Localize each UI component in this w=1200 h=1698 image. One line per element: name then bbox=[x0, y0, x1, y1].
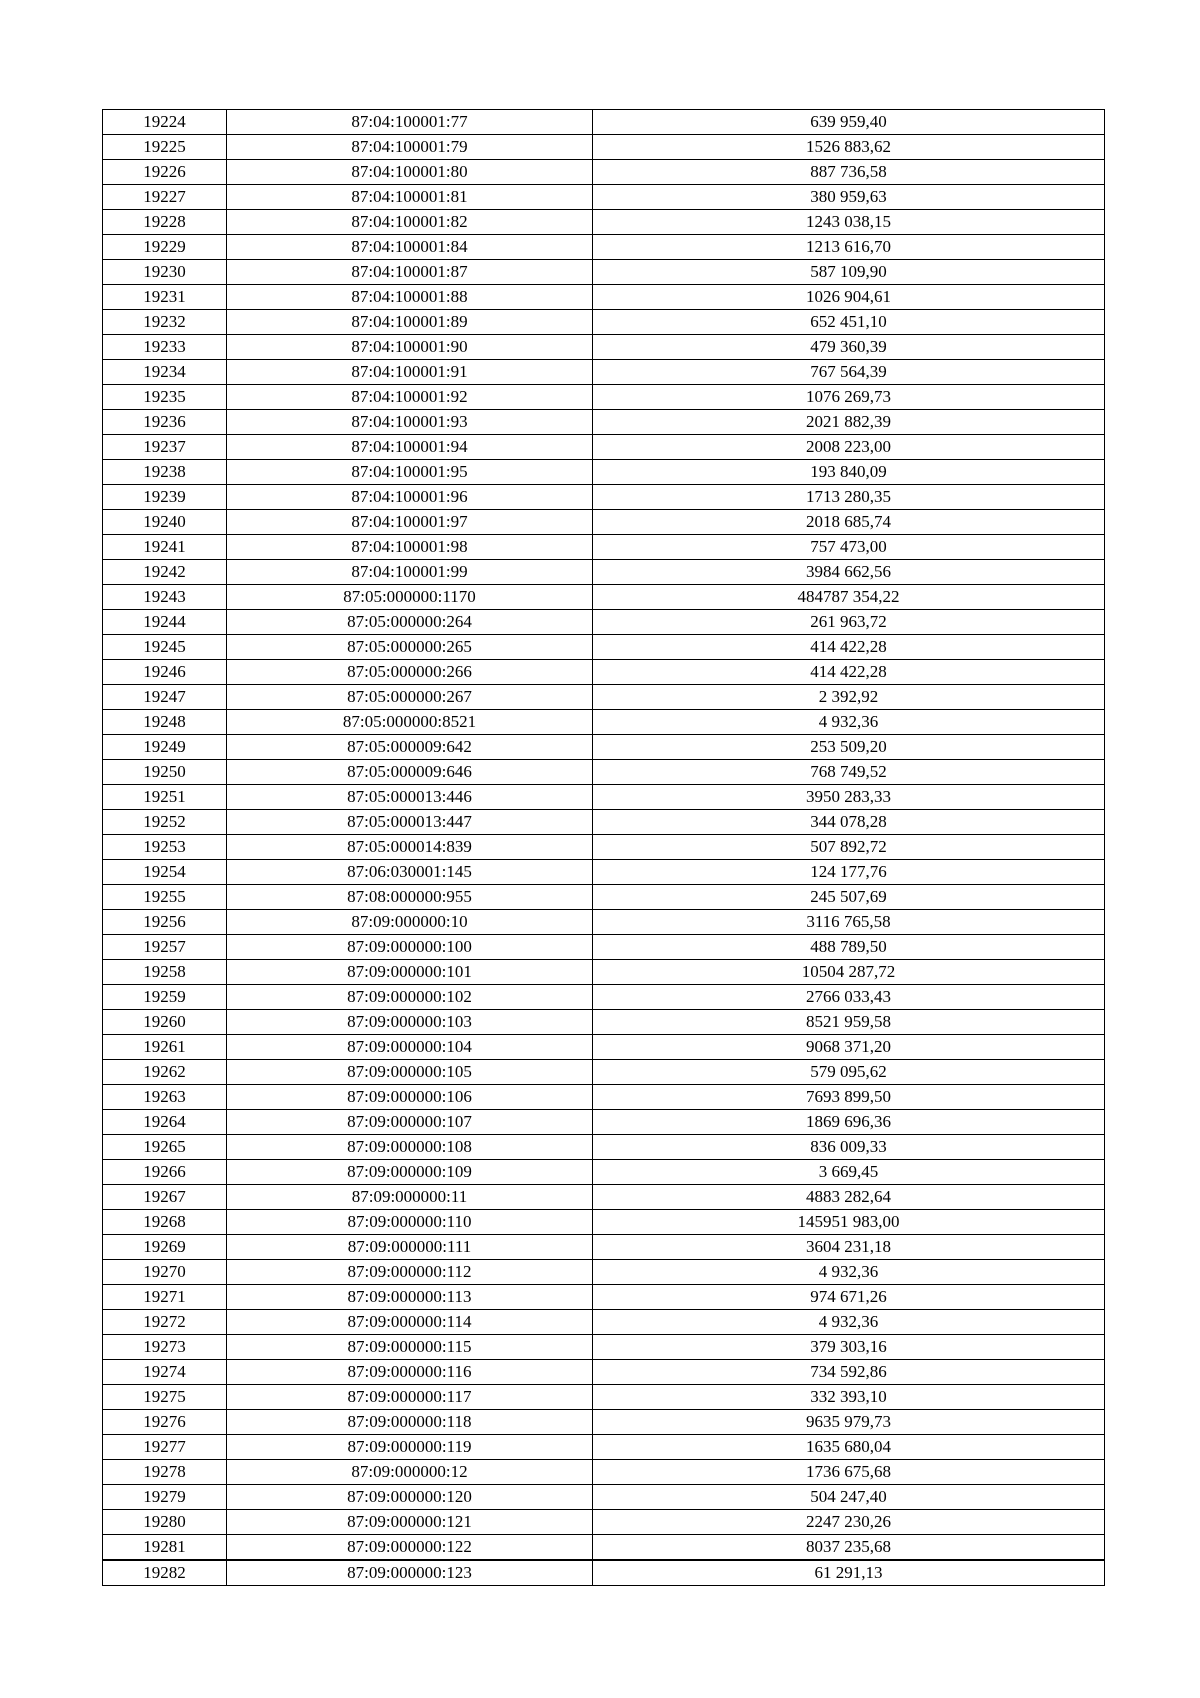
cadastral-number-cell: 87:09:000000:11 bbox=[227, 1185, 593, 1210]
cadastral-number-cell: 87:09:000000:116 bbox=[227, 1360, 593, 1385]
table-row bbox=[103, 1435, 1105, 1460]
row-number-cell: 19271 bbox=[103, 1285, 227, 1310]
value-cell: 2766 033,43 bbox=[593, 985, 1105, 1010]
table-row bbox=[103, 1360, 1105, 1385]
value-cell: 8521 959,58 bbox=[593, 1010, 1105, 1035]
table-row bbox=[103, 1185, 1105, 1210]
value-cell: 504 247,40 bbox=[593, 1485, 1105, 1510]
value-cell: 4883 282,64 bbox=[593, 1185, 1105, 1210]
value-cell: 414 422,28 bbox=[593, 635, 1105, 660]
cadastral-number-cell: 87:04:100001:93 bbox=[227, 410, 593, 435]
value-cell: 2 392,92 bbox=[593, 685, 1105, 710]
cadastral-number-cell: 87:09:000000:107 bbox=[227, 1110, 593, 1135]
table-row bbox=[103, 960, 1105, 985]
table-row bbox=[103, 110, 1105, 135]
value-cell: 379 303,16 bbox=[593, 1335, 1105, 1360]
value-cell: 9068 371,20 bbox=[593, 1035, 1105, 1060]
row-number-cell: 19259 bbox=[103, 985, 227, 1010]
row-number-cell: 19275 bbox=[103, 1385, 227, 1410]
table-row bbox=[103, 1010, 1105, 1035]
row-number-cell: 19235 bbox=[103, 385, 227, 410]
row-number-cell: 19251 bbox=[103, 785, 227, 810]
row-number-cell: 19269 bbox=[103, 1235, 227, 1260]
cadastral-number-cell: 87:09:000000:105 bbox=[227, 1060, 593, 1085]
row-number-cell: 19229 bbox=[103, 235, 227, 260]
row-number-cell: 19243 bbox=[103, 585, 227, 610]
table-row bbox=[103, 585, 1105, 610]
row-number-cell: 19234 bbox=[103, 360, 227, 385]
row-number-cell: 19277 bbox=[103, 1435, 227, 1460]
table-row bbox=[103, 435, 1105, 460]
table-row bbox=[103, 785, 1105, 810]
cadastral-number-cell: 87:09:000000:100 bbox=[227, 935, 593, 960]
table-row bbox=[103, 210, 1105, 235]
cadastral-number-cell: 87:05:000014:839 bbox=[227, 835, 593, 860]
table-row bbox=[103, 510, 1105, 535]
table-row bbox=[103, 810, 1105, 835]
cadastral-number-cell: 87:09:000000:123 bbox=[227, 1560, 593, 1586]
row-number-cell: 19262 bbox=[103, 1060, 227, 1085]
cadastral-number-cell: 87:09:000000:113 bbox=[227, 1285, 593, 1310]
cadastral-number-cell: 87:09:000000:112 bbox=[227, 1260, 593, 1285]
value-cell: 245 507,69 bbox=[593, 885, 1105, 910]
value-cell: 1076 269,73 bbox=[593, 385, 1105, 410]
cadastral-number-cell: 87:04:100001:89 bbox=[227, 310, 593, 335]
table-row bbox=[103, 610, 1105, 635]
cadastral-number-cell: 87:05:000000:267 bbox=[227, 685, 593, 710]
table-row bbox=[103, 260, 1105, 285]
value-cell: 193 840,09 bbox=[593, 460, 1105, 485]
value-cell: 4 932,36 bbox=[593, 1260, 1105, 1285]
value-cell: 8037 235,68 bbox=[593, 1535, 1105, 1561]
row-number-cell: 19244 bbox=[103, 610, 227, 635]
value-cell: 1243 038,15 bbox=[593, 210, 1105, 235]
table-row bbox=[103, 1060, 1105, 1085]
value-cell: 1026 904,61 bbox=[593, 285, 1105, 310]
cadastral-number-cell: 87:09:000000:118 bbox=[227, 1410, 593, 1435]
value-cell: 10504 287,72 bbox=[593, 960, 1105, 985]
row-number-cell: 19245 bbox=[103, 635, 227, 660]
row-number-cell: 19266 bbox=[103, 1160, 227, 1185]
value-cell: 579 095,62 bbox=[593, 1060, 1105, 1085]
table-row bbox=[103, 1510, 1105, 1535]
value-cell: 3984 662,56 bbox=[593, 560, 1105, 585]
table-row bbox=[103, 985, 1105, 1010]
cadastral-number-cell: 87:05:000009:642 bbox=[227, 735, 593, 760]
value-cell: 887 736,58 bbox=[593, 160, 1105, 185]
value-cell: 124 177,76 bbox=[593, 860, 1105, 885]
cadastral-number-cell: 87:09:000000:109 bbox=[227, 1160, 593, 1185]
row-number-cell: 19254 bbox=[103, 860, 227, 885]
row-number-cell: 19236 bbox=[103, 410, 227, 435]
value-cell: 380 959,63 bbox=[593, 185, 1105, 210]
table-row bbox=[103, 160, 1105, 185]
table-row bbox=[103, 760, 1105, 785]
cadastral-number-cell: 87:09:000000:122 bbox=[227, 1535, 593, 1561]
cadastral-number-cell: 87:09:000000:106 bbox=[227, 1085, 593, 1110]
cadastral-number-cell: 87:09:000000:101 bbox=[227, 960, 593, 985]
row-number-cell: 19250 bbox=[103, 760, 227, 785]
row-number-cell: 19256 bbox=[103, 910, 227, 935]
value-cell: 261 963,72 bbox=[593, 610, 1105, 635]
table-row bbox=[103, 860, 1105, 885]
cadastral-number-cell: 87:08:000000:955 bbox=[227, 885, 593, 910]
table-row bbox=[103, 560, 1105, 585]
cadastral-number-cell: 87:09:000000:119 bbox=[227, 1435, 593, 1460]
cadastral-number-cell: 87:09:000000:103 bbox=[227, 1010, 593, 1035]
value-cell: 9635 979,73 bbox=[593, 1410, 1105, 1435]
table-row bbox=[103, 1410, 1105, 1435]
row-number-cell: 19273 bbox=[103, 1335, 227, 1360]
cadastral-number-cell: 87:09:000000:10 bbox=[227, 910, 593, 935]
row-number-cell: 19278 bbox=[103, 1460, 227, 1485]
cadastral-number-cell: 87:09:000000:102 bbox=[227, 985, 593, 1010]
cadastral-number-cell: 87:05:000013:446 bbox=[227, 785, 593, 810]
row-number-cell: 19230 bbox=[103, 260, 227, 285]
value-cell: 145951 983,00 bbox=[593, 1210, 1105, 1235]
table-row bbox=[103, 885, 1105, 910]
row-number-cell: 19228 bbox=[103, 210, 227, 235]
cadastral-number-cell: 87:04:100001:92 bbox=[227, 385, 593, 410]
value-cell: 974 671,26 bbox=[593, 1285, 1105, 1310]
value-cell: 3604 231,18 bbox=[593, 1235, 1105, 1260]
table-row bbox=[103, 1035, 1105, 1060]
table-row bbox=[103, 660, 1105, 685]
value-cell: 4 932,36 bbox=[593, 710, 1105, 735]
value-cell: 1713 280,35 bbox=[593, 485, 1105, 510]
row-number-cell: 19281 bbox=[103, 1535, 227, 1561]
value-cell: 253 509,20 bbox=[593, 735, 1105, 760]
cadastral-number-cell: 87:09:000000:114 bbox=[227, 1310, 593, 1335]
row-number-cell: 19282 bbox=[103, 1560, 227, 1586]
table-row bbox=[103, 1485, 1105, 1510]
row-number-cell: 19257 bbox=[103, 935, 227, 960]
value-cell: 332 393,10 bbox=[593, 1385, 1105, 1410]
cadastral-number-cell: 87:04:100001:90 bbox=[227, 335, 593, 360]
row-number-cell: 19258 bbox=[103, 960, 227, 985]
row-number-cell: 19237 bbox=[103, 435, 227, 460]
row-number-cell: 19260 bbox=[103, 1010, 227, 1035]
row-number-cell: 19225 bbox=[103, 135, 227, 160]
value-cell: 1635 680,04 bbox=[593, 1435, 1105, 1460]
table-row bbox=[103, 310, 1105, 335]
row-number-cell: 19233 bbox=[103, 335, 227, 360]
row-number-cell: 19263 bbox=[103, 1085, 227, 1110]
value-cell: 1869 696,36 bbox=[593, 1110, 1105, 1135]
table-row bbox=[103, 1560, 1105, 1586]
row-number-cell: 19224 bbox=[103, 110, 227, 135]
cadastral-number-cell: 87:04:100001:96 bbox=[227, 485, 593, 510]
cadastral-number-cell: 87:09:000000:121 bbox=[227, 1510, 593, 1535]
table-row bbox=[103, 635, 1105, 660]
table-row bbox=[103, 910, 1105, 935]
value-cell: 2018 685,74 bbox=[593, 510, 1105, 535]
value-cell: 1213 616,70 bbox=[593, 235, 1105, 260]
cadastral-number-cell: 87:04:100001:81 bbox=[227, 185, 593, 210]
value-cell: 61 291,13 bbox=[593, 1560, 1105, 1586]
cadastral-number-cell: 87:04:100001:82 bbox=[227, 210, 593, 235]
cadastral-number-cell: 87:09:000000:104 bbox=[227, 1035, 593, 1060]
data-table bbox=[102, 109, 1105, 1586]
table-row bbox=[103, 1135, 1105, 1160]
cadastral-number-cell: 87:04:100001:87 bbox=[227, 260, 593, 285]
value-cell: 7693 899,50 bbox=[593, 1085, 1105, 1110]
table-row bbox=[103, 1260, 1105, 1285]
cadastral-number-cell: 87:04:100001:94 bbox=[227, 435, 593, 460]
table-row bbox=[103, 335, 1105, 360]
row-number-cell: 19270 bbox=[103, 1260, 227, 1285]
row-number-cell: 19276 bbox=[103, 1410, 227, 1435]
table-row bbox=[103, 1285, 1105, 1310]
value-cell: 414 422,28 bbox=[593, 660, 1105, 685]
table-row bbox=[103, 1235, 1105, 1260]
value-cell: 639 959,40 bbox=[593, 110, 1105, 135]
value-cell: 484787 354,22 bbox=[593, 585, 1105, 610]
cadastral-number-cell: 87:05:000000:1170 bbox=[227, 585, 593, 610]
row-number-cell: 19252 bbox=[103, 810, 227, 835]
cadastral-number-cell: 87:06:030001:145 bbox=[227, 860, 593, 885]
cadastral-number-cell: 87:04:100001:99 bbox=[227, 560, 593, 585]
row-number-cell: 19239 bbox=[103, 485, 227, 510]
table-row bbox=[103, 385, 1105, 410]
cadastral-number-cell: 87:05:000000:265 bbox=[227, 635, 593, 660]
row-number-cell: 19272 bbox=[103, 1310, 227, 1335]
row-number-cell: 19265 bbox=[103, 1135, 227, 1160]
row-number-cell: 19267 bbox=[103, 1185, 227, 1210]
value-cell: 2008 223,00 bbox=[593, 435, 1105, 460]
value-cell: 488 789,50 bbox=[593, 935, 1105, 960]
value-cell: 767 564,39 bbox=[593, 360, 1105, 385]
cadastral-number-cell: 87:05:000000:264 bbox=[227, 610, 593, 635]
row-number-cell: 19232 bbox=[103, 310, 227, 335]
row-number-cell: 19238 bbox=[103, 460, 227, 485]
row-number-cell: 19247 bbox=[103, 685, 227, 710]
value-cell: 587 109,90 bbox=[593, 260, 1105, 285]
table-row bbox=[103, 710, 1105, 735]
table-row bbox=[103, 1210, 1105, 1235]
row-number-cell: 19248 bbox=[103, 710, 227, 735]
row-number-cell: 19279 bbox=[103, 1485, 227, 1510]
table-row bbox=[103, 1385, 1105, 1410]
table-row bbox=[103, 835, 1105, 860]
cadastral-number-cell: 87:05:000000:8521 bbox=[227, 710, 593, 735]
table-row bbox=[103, 235, 1105, 260]
row-number-cell: 19261 bbox=[103, 1035, 227, 1060]
cadastral-number-cell: 87:09:000000:120 bbox=[227, 1485, 593, 1510]
table-row bbox=[103, 1110, 1105, 1135]
cadastral-number-cell: 87:04:100001:79 bbox=[227, 135, 593, 160]
value-cell: 4 932,36 bbox=[593, 1310, 1105, 1335]
row-number-cell: 19264 bbox=[103, 1110, 227, 1135]
table-row bbox=[103, 285, 1105, 310]
row-number-cell: 19268 bbox=[103, 1210, 227, 1235]
table-row bbox=[103, 1460, 1105, 1485]
cadastral-number-cell: 87:04:100001:88 bbox=[227, 285, 593, 310]
row-number-cell: 19226 bbox=[103, 160, 227, 185]
cadastral-number-cell: 87:05:000009:646 bbox=[227, 760, 593, 785]
row-number-cell: 19231 bbox=[103, 285, 227, 310]
row-number-cell: 19249 bbox=[103, 735, 227, 760]
row-number-cell: 19246 bbox=[103, 660, 227, 685]
cadastral-number-cell: 87:04:100001:98 bbox=[227, 535, 593, 560]
table-row bbox=[103, 1160, 1105, 1185]
value-cell: 757 473,00 bbox=[593, 535, 1105, 560]
table-row bbox=[103, 735, 1105, 760]
value-cell: 344 078,28 bbox=[593, 810, 1105, 835]
table-row bbox=[103, 1335, 1105, 1360]
cadastral-number-cell: 87:04:100001:77 bbox=[227, 110, 593, 135]
table-row bbox=[103, 485, 1105, 510]
row-number-cell: 19280 bbox=[103, 1510, 227, 1535]
cadastral-number-cell: 87:04:100001:91 bbox=[227, 360, 593, 385]
value-cell: 2247 230,26 bbox=[593, 1510, 1105, 1535]
row-number-cell: 19274 bbox=[103, 1360, 227, 1385]
cadastral-number-cell: 87:09:000000:115 bbox=[227, 1335, 593, 1360]
row-number-cell: 19241 bbox=[103, 535, 227, 560]
value-cell: 507 892,72 bbox=[593, 835, 1105, 860]
table-row bbox=[103, 685, 1105, 710]
value-cell: 734 592,86 bbox=[593, 1360, 1105, 1385]
cadastral-number-cell: 87:09:000000:117 bbox=[227, 1385, 593, 1410]
cadastral-number-cell: 87:04:100001:84 bbox=[227, 235, 593, 260]
cadastral-number-cell: 87:09:000000:111 bbox=[227, 1235, 593, 1260]
cadastral-number-cell: 87:04:100001:95 bbox=[227, 460, 593, 485]
row-number-cell: 19240 bbox=[103, 510, 227, 535]
value-cell: 1736 675,68 bbox=[593, 1460, 1105, 1485]
value-cell: 3950 283,33 bbox=[593, 785, 1105, 810]
cadastral-number-cell: 87:04:100001:97 bbox=[227, 510, 593, 535]
table-row bbox=[103, 535, 1105, 560]
value-cell: 2021 882,39 bbox=[593, 410, 1105, 435]
cadastral-number-cell: 87:09:000000:110 bbox=[227, 1210, 593, 1235]
value-cell: 1526 883,62 bbox=[593, 135, 1105, 160]
cadastral-number-cell: 87:09:000000:12 bbox=[227, 1460, 593, 1485]
cadastral-number-cell: 87:05:000000:266 bbox=[227, 660, 593, 685]
table-row bbox=[103, 410, 1105, 435]
value-cell: 3 669,45 bbox=[593, 1160, 1105, 1185]
table-row bbox=[103, 135, 1105, 160]
table-row bbox=[103, 185, 1105, 210]
cadastral-number-cell: 87:09:000000:108 bbox=[227, 1135, 593, 1160]
table-body bbox=[103, 110, 1105, 1586]
value-cell: 652 451,10 bbox=[593, 310, 1105, 335]
value-cell: 479 360,39 bbox=[593, 335, 1105, 360]
row-number-cell: 19242 bbox=[103, 560, 227, 585]
table-row bbox=[103, 1085, 1105, 1110]
cadastral-number-cell: 87:05:000013:447 bbox=[227, 810, 593, 835]
value-cell: 3116 765,58 bbox=[593, 910, 1105, 935]
table-row bbox=[103, 1535, 1105, 1561]
table-row bbox=[103, 460, 1105, 485]
row-number-cell: 19255 bbox=[103, 885, 227, 910]
table-row bbox=[103, 360, 1105, 385]
table-row bbox=[103, 935, 1105, 960]
table-row bbox=[103, 1310, 1105, 1335]
cadastral-number-cell: 87:04:100001:80 bbox=[227, 160, 593, 185]
value-cell: 836 009,33 bbox=[593, 1135, 1105, 1160]
row-number-cell: 19227 bbox=[103, 185, 227, 210]
value-cell: 768 749,52 bbox=[593, 760, 1105, 785]
row-number-cell: 19253 bbox=[103, 835, 227, 860]
